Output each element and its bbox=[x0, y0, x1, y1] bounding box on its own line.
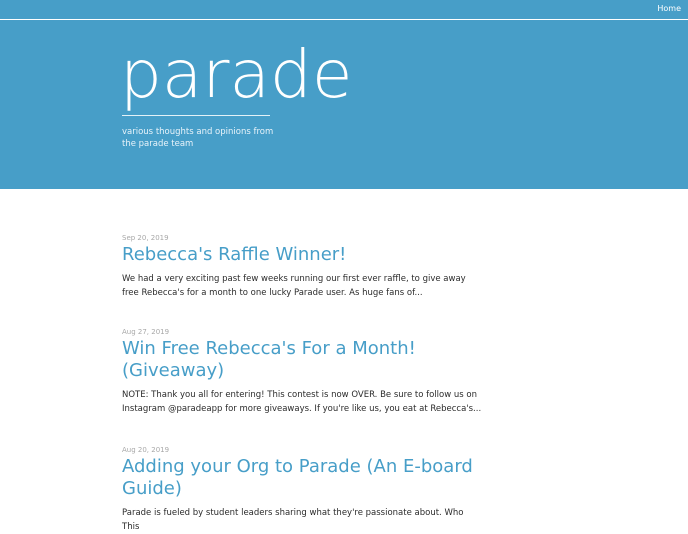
post-date: Sep 20, 2019 bbox=[122, 234, 169, 242]
post-date: Aug 27, 2019 bbox=[122, 328, 170, 336]
site-logo[interactable]: parade bbox=[120, 36, 353, 113]
post-title-link[interactable]: Adding your Org to Parade (An E-board Guide) bbox=[122, 456, 473, 499]
post-item bbox=[122, 327, 482, 416]
nav-home-link[interactable]: Home bbox=[657, 4, 681, 13]
hero-banner bbox=[0, 0, 688, 189]
post-title-link[interactable]: Rebecca's Raffle Winner! bbox=[122, 244, 347, 265]
site-tagline: various thoughts and opinions from the parade team bbox=[122, 127, 274, 149]
post-item bbox=[122, 233, 482, 300]
post-excerpt: We had a very exciting past few weeks running our first ever raffle, to give away free Rebecca's for a month to one lucky Parade user. As huge fans of... bbox=[122, 274, 466, 298]
post-excerpt: Parade is fueled by student leaders sharing what they're passionate about. Who This bbox=[122, 508, 464, 532]
post-title-link[interactable]: Win Free Rebecca's For a Month! (Giveaway) bbox=[122, 338, 416, 381]
post-excerpt: NOTE: Thank you all for entering! This contest is now OVER. Be sure to follow us on Instagram @paradeapp for more giveaways. If you're like us, you eat at Rebecca's... bbox=[122, 390, 482, 414]
logo-divider bbox=[122, 115, 270, 116]
post-item bbox=[122, 445, 482, 534]
post-date: Aug 20, 2019 bbox=[122, 446, 170, 454]
top-nav bbox=[0, 0, 688, 20]
